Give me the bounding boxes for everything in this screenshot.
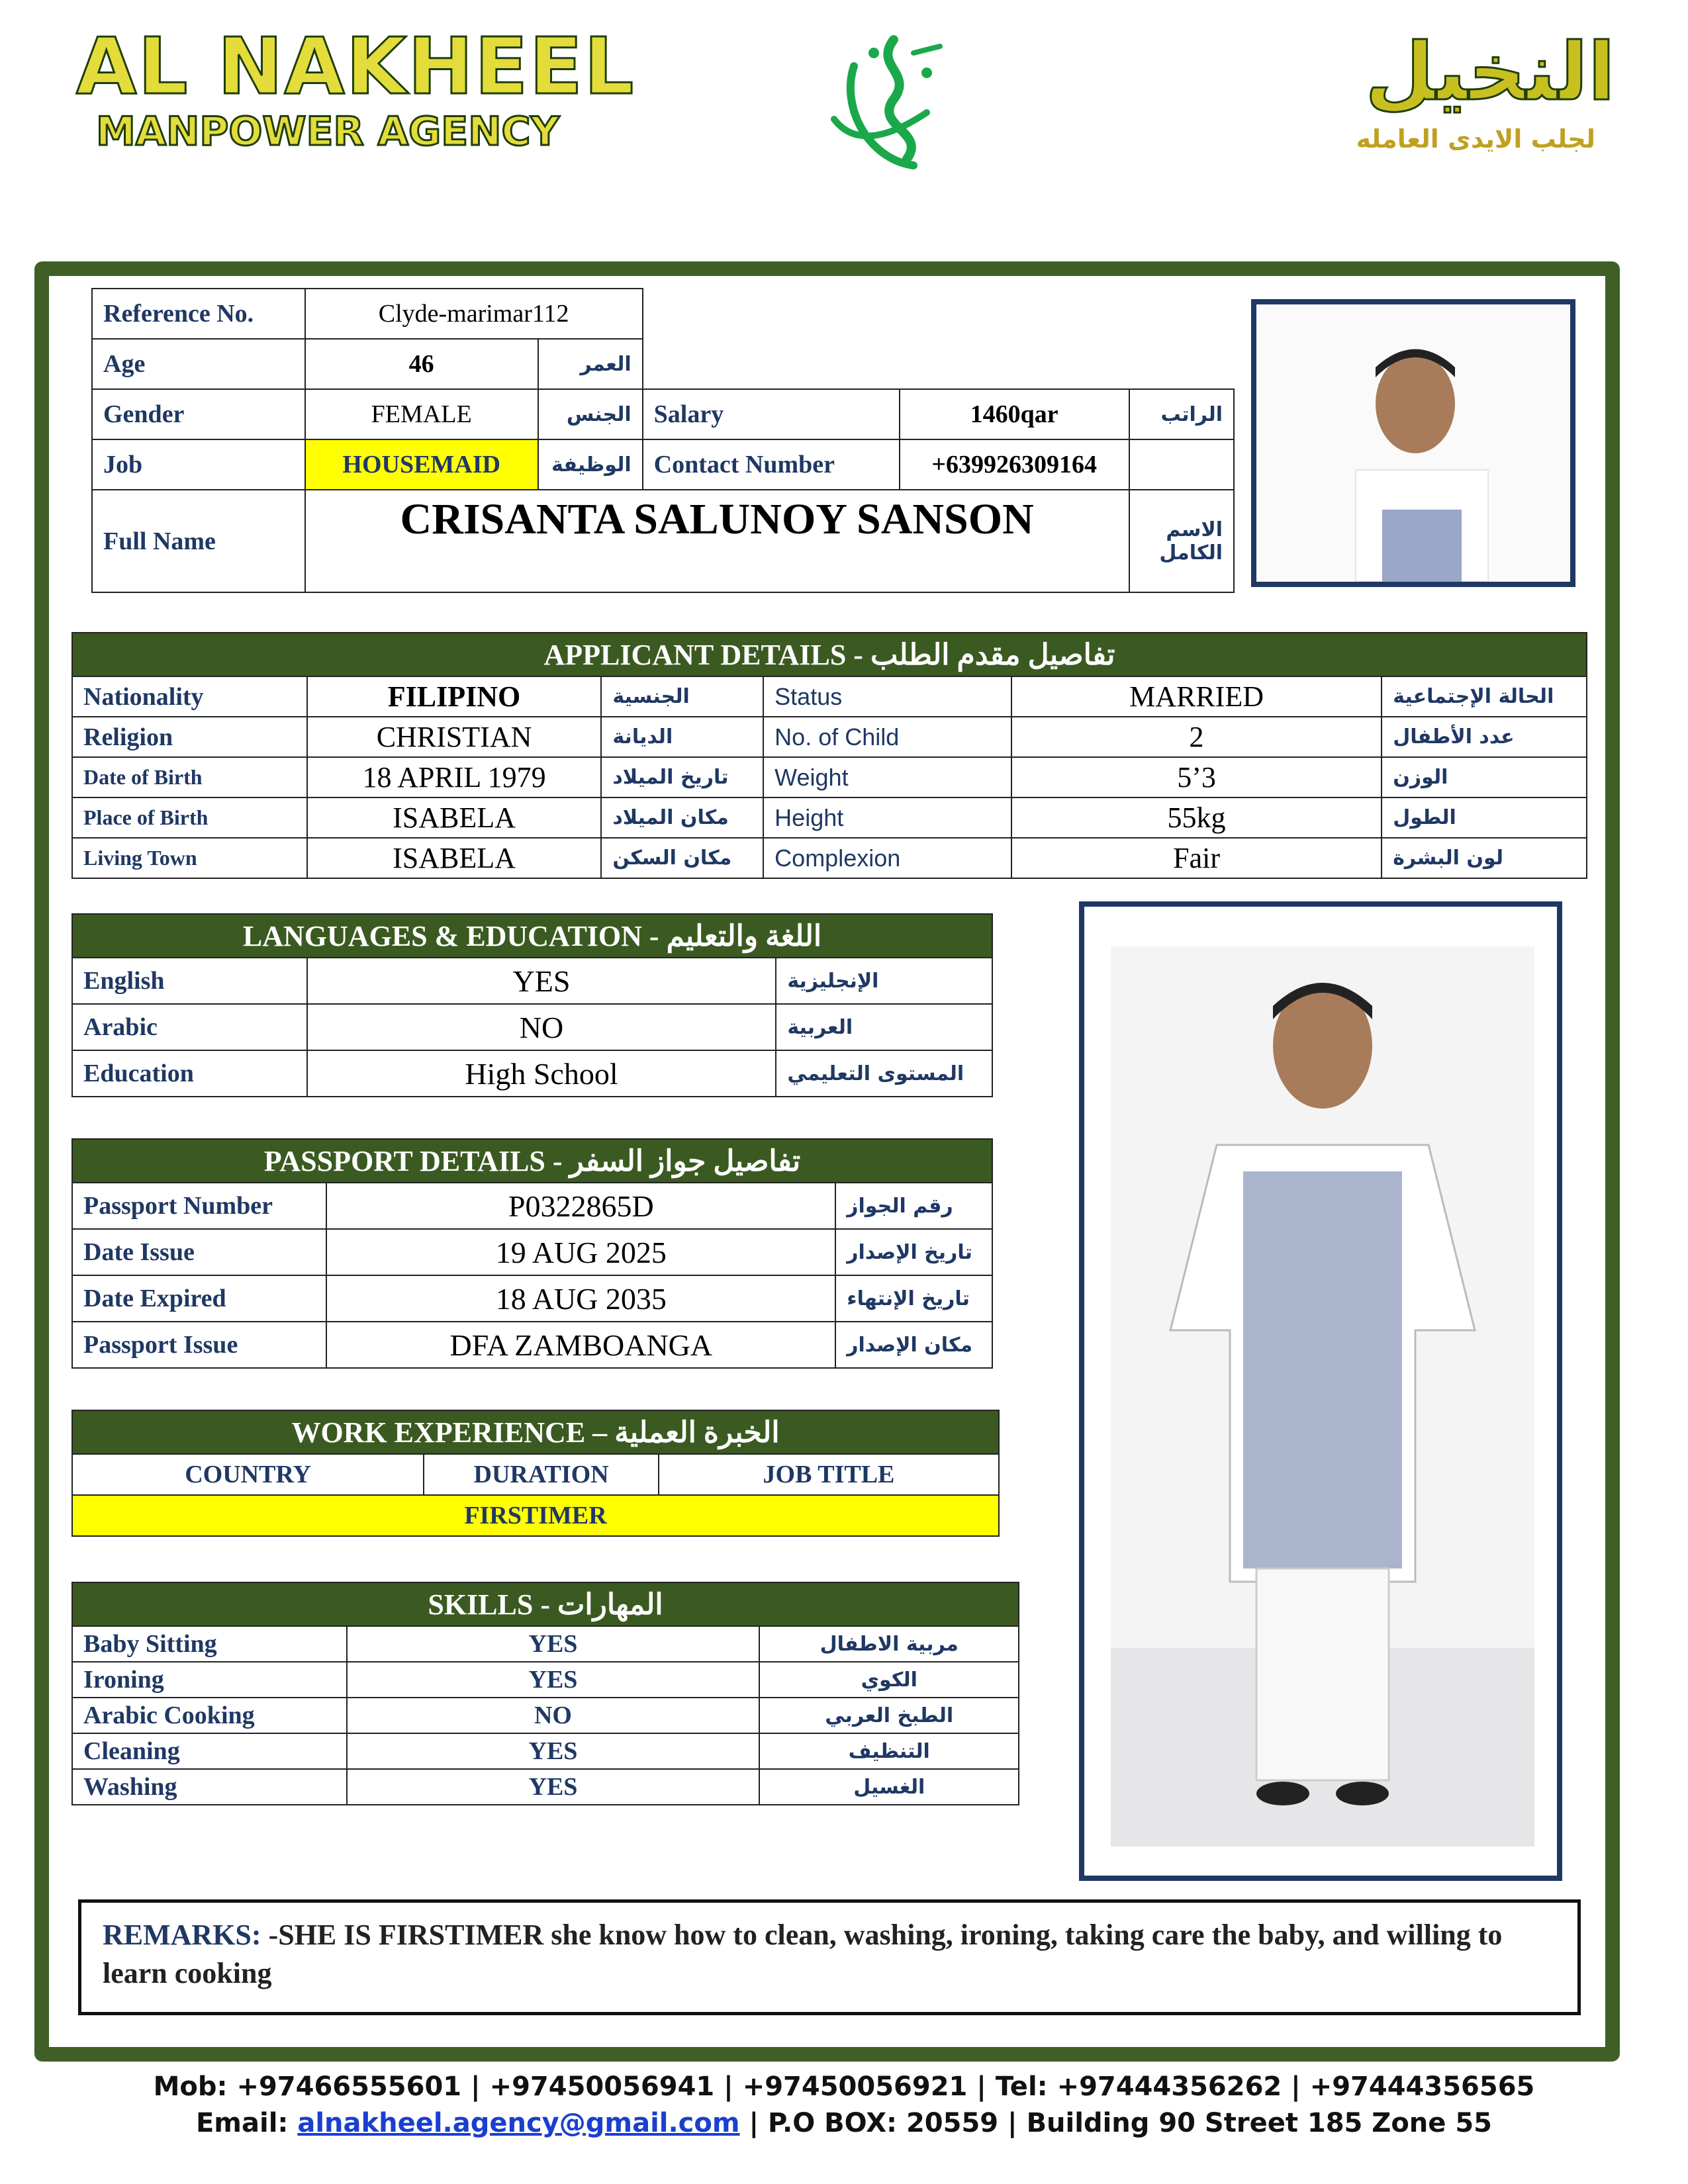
languages-arabic: الإنجليزية (776, 958, 992, 1004)
languages-arabic: العربية (776, 1004, 992, 1050)
work-experience-table (71, 1410, 1000, 1537)
passport-value: 19 AUG 2025 (326, 1229, 835, 1275)
applicant-arabic-2: الحالة الإجتماعية (1382, 676, 1587, 717)
brand-english (76, 21, 635, 155)
applicant-value: 18 APRIL 1979 (307, 757, 602, 797)
skills-arabic: الطبخ العربي (759, 1698, 1019, 1733)
gender-label: Gender (92, 389, 305, 439)
passport-row (72, 1275, 992, 1322)
contact-value: +639926309164 (900, 439, 1129, 490)
applicant-label: Religion (72, 717, 307, 757)
applicant-arabic: الجنسية (601, 676, 763, 717)
applicant-label: Living Town (72, 838, 307, 878)
skills-value: YES (347, 1626, 760, 1662)
languages-value: NO (307, 1004, 776, 1050)
passport-value: P0322865D (326, 1183, 835, 1229)
job-arabic: الوظيفة (538, 439, 643, 490)
ref-label: Reference No. (92, 289, 305, 339)
job-label: Job (92, 439, 305, 490)
applicant-arabic-2: لون البشرة (1382, 838, 1587, 878)
applicant-value: FILIPINO (307, 676, 602, 717)
brand-subtitle-arabic: لجلب الايدى العامله (1356, 124, 1595, 154)
skills-value: YES (347, 1769, 760, 1805)
languages-label: Education (72, 1050, 307, 1097)
email-link[interactable]: alnakheel.agency@gmail.com (297, 2108, 740, 2138)
applicant-arabic: تاريخ الميلاد (601, 757, 763, 797)
languages-table (71, 913, 993, 1097)
skills-arabic: التنظيف (759, 1733, 1019, 1769)
applicant-row (72, 757, 1587, 797)
salary-label: Salary (643, 389, 900, 439)
skills-label: Arabic Cooking (72, 1698, 347, 1733)
skills-label: Washing (72, 1769, 347, 1805)
languages-label: Arabic (72, 1004, 307, 1050)
skills-label: Cleaning (72, 1733, 347, 1769)
applicant-arabic: مكان السكن (601, 838, 763, 878)
applicant-arabic-2: الطول (1382, 797, 1587, 838)
work-row: FIRSTIMER (72, 1495, 999, 1536)
gender-arabic: الجنس (538, 389, 643, 439)
applicant-label: Nationality (72, 676, 307, 717)
brand-subtitle: MANPOWER AGENCY (96, 109, 559, 155)
applicant-arabic-2: الوزن (1382, 757, 1587, 797)
applicant-value-2: 2 (1011, 717, 1382, 757)
passport-row (72, 1183, 992, 1229)
passport-header: PASSPORT DETAILS - تفاصيل جواز السفر (72, 1139, 992, 1183)
remarks-text: -SHE IS FIRSTIMER she know how to clean, washing, ironing, taking care the baby, and willing to learn cooking (103, 1919, 1503, 1989)
contact-label: Contact Number (643, 439, 900, 490)
skills-arabic: مربية الاطفال (759, 1626, 1019, 1662)
job-value: HOUSEMAID (305, 439, 538, 490)
col-country: COUNTRY (72, 1454, 424, 1495)
full-body-photo (1079, 901, 1562, 1881)
passport-table (71, 1138, 993, 1369)
applicant-value: ISABELA (307, 838, 602, 878)
age-label: Age (92, 339, 305, 389)
applicant-label-2: No. of Child (763, 717, 1011, 757)
footer-contacts: Mob: +97466555601 | +97450056941 | +97450056921 | Tel: +97444356262 | +97444356565 (153, 2071, 1535, 2102)
applicant-label-2: Weight (763, 757, 1011, 797)
applicant-row (72, 838, 1587, 878)
passport-value: 18 AUG 2035 (326, 1275, 835, 1322)
salary-value: 1460qar (900, 389, 1129, 439)
email-prefix: Email: (195, 2108, 298, 2138)
applicant-details-header: APPLICANT DETAILS - تفاصيل مقدم الطلب (72, 633, 1587, 676)
passport-arabic: مكان الإصدار (835, 1322, 992, 1368)
applicant-value: CHRISTIAN (307, 717, 602, 757)
skills-arabic: الغسيل (759, 1769, 1019, 1805)
applicant-row (72, 797, 1587, 838)
brand-arabic (1356, 26, 1615, 159)
applicant-label-2: Complexion (763, 838, 1011, 878)
applicant-row (72, 717, 1587, 757)
fullname-label: Full Name (92, 490, 305, 592)
col-duration: DURATION (424, 1454, 659, 1495)
applicant-value: ISABELA (307, 797, 602, 838)
applicant-label: Place of Birth (72, 797, 307, 838)
passport-arabic: تاريخ الإنتهاء (835, 1275, 992, 1322)
passport-label: Date Issue (72, 1229, 326, 1275)
passport-value: DFA ZAMBOANGA (326, 1322, 835, 1368)
col-job-title: JOB TITLE (659, 1454, 999, 1495)
applicant-arabic: مكان الميلاد (601, 797, 763, 838)
skills-table (71, 1582, 1019, 1805)
calligraphy-logo (794, 26, 966, 185)
skills-label: Baby Sitting (72, 1626, 347, 1662)
languages-value: YES (307, 958, 776, 1004)
applicant-value-2: Fair (1011, 838, 1382, 878)
skills-row (72, 1698, 1019, 1733)
headshot-photo (1251, 299, 1575, 587)
fullname-arabic: الاسم الكامل (1129, 490, 1234, 592)
applicant-label: Date of Birth (72, 757, 307, 797)
age-value: 46 (305, 339, 538, 389)
skills-row (72, 1662, 1019, 1698)
fullname-value: CRISANTA SALUNOY SANSON (305, 490, 1129, 592)
address-text: | P.O BOX: 20559 | Building 90 Street 185 Zone 55 (739, 2108, 1492, 2138)
age-arabic: العمر (538, 339, 643, 389)
footer-address (0, 2108, 1688, 2138)
passport-row (72, 1229, 992, 1275)
languages-value: High School (307, 1050, 776, 1097)
ref-value: Clyde-marimar112 (305, 289, 643, 339)
skills-row (72, 1626, 1019, 1662)
applicant-value-2: 55kg (1011, 797, 1382, 838)
personal-info-table (91, 288, 1235, 593)
remarks-box (78, 1899, 1581, 2015)
applicant-arabic-2: عدد الأطفال (1382, 717, 1587, 757)
brand-name: AL NAKHEEL (76, 21, 635, 112)
languages-arabic: المستوى التعليمي (776, 1050, 992, 1097)
remarks-label: REMARKS: (103, 1919, 261, 1951)
passport-arabic: رقم الجواز (835, 1183, 992, 1229)
skills-value: YES (347, 1733, 760, 1769)
languages-label: English (72, 958, 307, 1004)
passport-row (72, 1322, 992, 1368)
applicant-arabic: الديانة (601, 717, 763, 757)
passport-label: Passport Number (72, 1183, 326, 1229)
applicant-label-2: Height (763, 797, 1011, 838)
applicant-details-table (71, 632, 1587, 879)
languages-row (72, 958, 992, 1004)
applicant-value-2: MARRIED (1011, 676, 1382, 717)
salary-arabic: الراتب (1129, 389, 1234, 439)
languages-header: LANGUAGES & EDUCATION - اللغة والتعليم (72, 914, 992, 958)
applicant-label-2: Status (763, 676, 1011, 717)
skills-value: NO (347, 1698, 760, 1733)
work-experience-header: WORK EXPERIENCE – الخبرة العملية (72, 1410, 999, 1454)
languages-row (72, 1050, 992, 1097)
gender-value: FEMALE (305, 389, 538, 439)
brand-name-arabic: النخيل (1365, 26, 1615, 118)
skills-label: Ironing (72, 1662, 347, 1698)
passport-arabic: تاريخ الإصدار (835, 1229, 992, 1275)
skills-arabic: الكوي (759, 1662, 1019, 1698)
passport-label: Passport Issue (72, 1322, 326, 1368)
skills-row (72, 1769, 1019, 1805)
applicant-value-2: 5’3 (1011, 757, 1382, 797)
skills-row (72, 1733, 1019, 1769)
languages-row (72, 1004, 992, 1050)
skills-header: SKILLS - المهارات (72, 1582, 1019, 1626)
applicant-row (72, 676, 1587, 717)
passport-label: Date Expired (72, 1275, 326, 1322)
skills-value: YES (347, 1662, 760, 1698)
